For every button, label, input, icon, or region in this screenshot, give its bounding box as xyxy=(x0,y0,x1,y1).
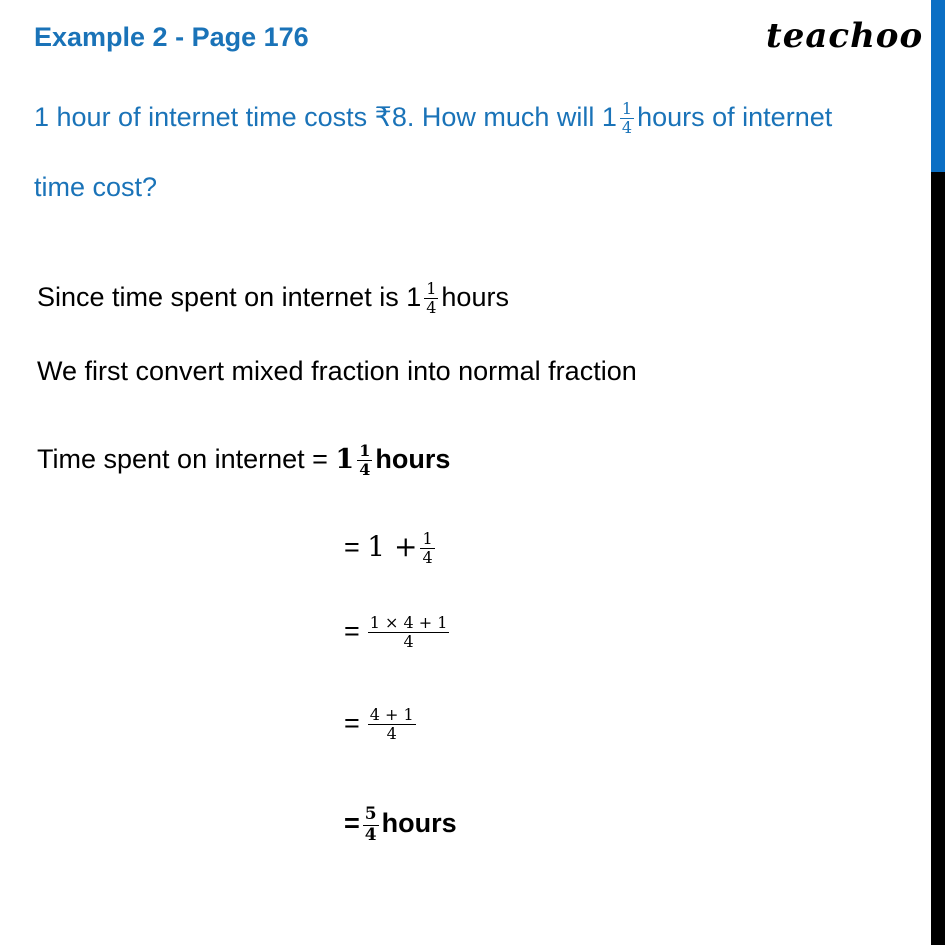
whole-number: 1 xyxy=(335,444,355,476)
fraction xyxy=(363,805,379,845)
text: hours xyxy=(375,444,451,475)
denominator: 4 xyxy=(621,118,633,138)
numerator: 1 xyxy=(359,441,371,460)
fraction xyxy=(357,442,372,480)
numerator: 1 xyxy=(422,529,433,548)
equals: = xyxy=(344,532,360,563)
teachoo-logo: teachoo xyxy=(766,16,924,56)
step-4 xyxy=(344,805,457,845)
text: Time spent on internet = xyxy=(37,444,336,475)
text: hours xyxy=(441,282,509,313)
step-1 xyxy=(344,530,438,568)
denominator: 4 xyxy=(422,548,433,568)
text: hours xyxy=(381,808,457,839)
solution-line-3 xyxy=(37,442,450,480)
solution-line-1 xyxy=(37,280,509,318)
denominator: 4 xyxy=(426,298,437,318)
numerator: 5 xyxy=(364,804,377,824)
question-line-2: time cost? xyxy=(34,172,158,202)
denominator: 4 xyxy=(386,724,397,744)
denominator: 4 xyxy=(359,460,371,480)
equals: = xyxy=(344,708,360,739)
fraction xyxy=(368,706,416,744)
numerator: 4 + 1 xyxy=(369,705,414,724)
page-title: Example 2 - Page 176 xyxy=(34,22,309,52)
equals: = xyxy=(344,616,360,647)
fraction xyxy=(424,280,438,318)
fraction xyxy=(620,100,634,138)
question-text: hours of internet xyxy=(637,102,833,133)
numerator: 1 xyxy=(426,279,437,298)
text: Since time spent on internet is 1 xyxy=(37,282,422,313)
numerator: 1 × 4 + 1 xyxy=(369,613,448,632)
solution-line-2: We first convert mixed fraction into normal fraction xyxy=(37,356,637,386)
sidebar-accent-blue xyxy=(931,0,945,172)
numerator: 1 xyxy=(621,99,633,118)
step-2 xyxy=(344,614,452,652)
question-text: 1 hour of internet time costs ₹8. How much will 1 xyxy=(34,102,617,133)
fraction xyxy=(420,530,434,568)
expression: 1 + xyxy=(367,530,418,564)
question-line-1 xyxy=(34,100,832,138)
equals: = xyxy=(344,808,360,839)
denominator: 4 xyxy=(403,632,414,652)
sidebar-accent-black xyxy=(931,172,945,945)
denominator: 4 xyxy=(364,824,377,845)
step-3 xyxy=(344,706,419,744)
fraction xyxy=(368,614,450,652)
